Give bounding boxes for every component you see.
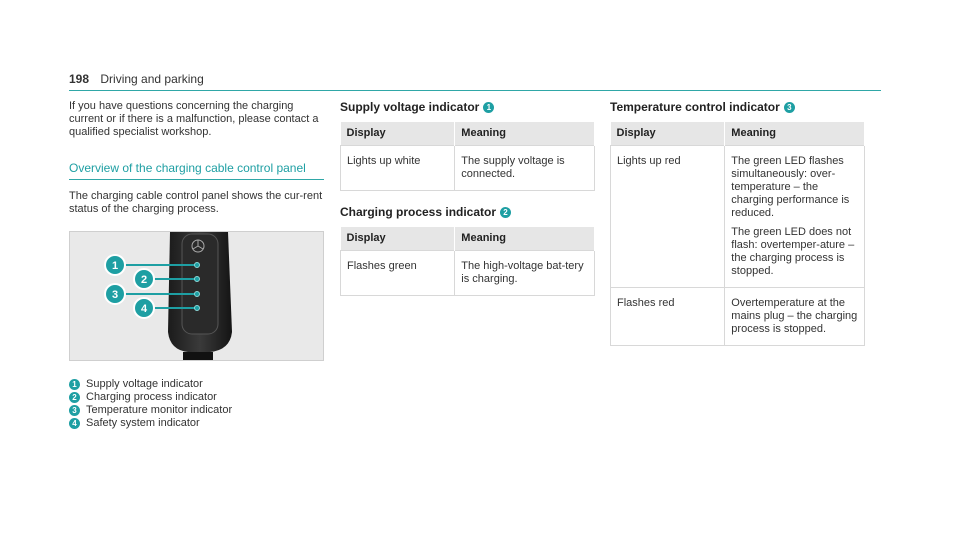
cable-stub [183, 352, 213, 360]
table-row [341, 146, 595, 191]
supply-voltage-table [340, 122, 595, 191]
cell-display: Lights up red [611, 146, 725, 288]
led-1 [195, 263, 200, 268]
col-header-display: Display [341, 227, 455, 251]
cell-display: Flashes red [611, 288, 725, 346]
temperature-title-text: Temperature control indicator [610, 100, 780, 114]
middle-column [340, 100, 595, 296]
legend-item [69, 391, 324, 404]
cell-meaning [725, 288, 865, 346]
charging-title-number: 2 [500, 207, 511, 218]
control-panel-illustration [69, 231, 324, 361]
right-column [610, 100, 865, 346]
legend-text: Supply voltage indicator [86, 378, 203, 390]
meaning-paragraph: The green LED does not flash: overtemper-ature – the charging process is stopped. [731, 226, 855, 277]
section-text: The charging cable control panel shows the cur-rent status of the charging process. [69, 190, 323, 215]
col-header-display: Display [611, 122, 725, 146]
page-header [69, 72, 881, 91]
callout-1: 1 [111, 260, 119, 272]
col-header-meaning: Meaning [725, 122, 865, 146]
chapter-title: Driving and parking [100, 72, 204, 86]
temperature-table-title [610, 100, 865, 114]
callout-3: 3 [111, 289, 119, 301]
led-2 [195, 277, 200, 282]
temperature-control-table [610, 122, 865, 346]
legend-number: 2 [69, 392, 80, 403]
legend-number: 1 [69, 379, 80, 390]
left-column [69, 100, 324, 430]
legend-list [69, 378, 324, 430]
cell-display: Lights up white [341, 146, 455, 191]
intro-text: If you have questions concerning the charging current or if there is a malfunction, please contact a qualified specialist workshop. [69, 100, 319, 138]
legend-text: Safety system indicator [86, 417, 200, 429]
led-4 [195, 306, 200, 311]
supply-title-number: 1 [483, 102, 494, 113]
control-unit-panel [182, 234, 218, 334]
supply-title-text: Supply voltage indicator [340, 100, 480, 114]
legend-item [69, 404, 324, 417]
table-row [341, 251, 595, 296]
col-header-display: Display [341, 122, 455, 146]
charging-process-table [340, 227, 595, 296]
callout-2: 2 [140, 274, 148, 286]
page-number: 198 [69, 72, 90, 86]
cell-meaning [725, 146, 865, 288]
charging-title-text: Charging process indicator [340, 205, 497, 219]
meaning-paragraph: Overtemperature at the mains plug – the charging process is stopped. [731, 297, 858, 335]
col-header-meaning: Meaning [455, 227, 595, 251]
cell-display: Flashes green [341, 251, 455, 296]
legend-item [69, 378, 324, 391]
legend-text: Temperature monitor indicator [86, 404, 233, 416]
cell-meaning: The high-voltage bat-tery is charging. [455, 251, 595, 296]
legend-item [69, 417, 324, 430]
callout-4: 4 [140, 303, 148, 315]
table-row [611, 288, 865, 346]
section-title: Overview of the charging cable control panel [69, 161, 324, 180]
meaning-paragraph: The green LED flashes simultaneously: over-temperature – the charging performance is reduced. [731, 155, 850, 219]
temperature-title-number: 3 [784, 102, 795, 113]
charging-table-title [340, 205, 595, 219]
legend-text: Charging process indicator [86, 391, 217, 403]
cell-meaning: The supply voltage is connected. [455, 146, 595, 191]
legend-number: 4 [69, 418, 80, 429]
control-panel-graphic [70, 232, 323, 360]
led-3 [195, 292, 200, 297]
supply-table-title [340, 100, 595, 114]
legend-number: 3 [69, 405, 80, 416]
col-header-meaning: Meaning [455, 122, 595, 146]
table-row [611, 146, 865, 288]
